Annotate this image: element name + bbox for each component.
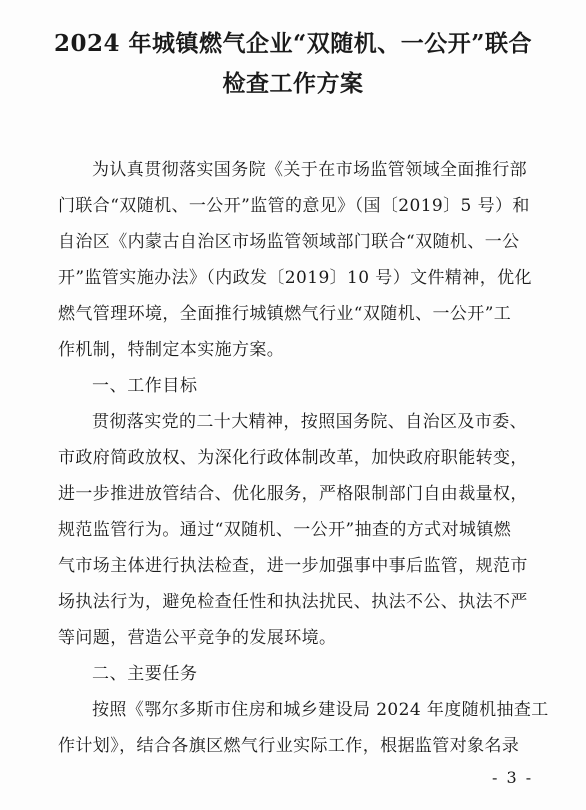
section-1-line-5: 气市场主体进行执法检查，进一步加强事中事后监管，规范市 — [58, 556, 528, 576]
intro-line-4: 开”监管实施办法》（内政发〔2019〕10 号）文件精神，优化 — [58, 268, 532, 288]
intro-line-5: 燃气管理环境，全面推行城镇燃气行业“双随机、一公开”工 — [58, 304, 512, 324]
section-2-line-2: 作计划》，结合各旗区燃气行业实际工作，根据监管对象名录 — [58, 736, 520, 756]
document-title-line-2: 检查工作方案 — [222, 70, 364, 97]
section-2-line-1: 按照《鄂尔多斯市住房和城乡建设局 2024 年度随机抽查工 — [92, 700, 549, 720]
intro-line-2: 门联合“双随机、一公开”监管的意见》（国〔2019〕5 号）和 — [58, 196, 530, 216]
section-2-heading: 二、主要任务 — [92, 664, 198, 684]
page-number: - 3 - — [492, 768, 534, 787]
section-1-heading: 一、工作目标 — [92, 376, 198, 396]
intro-line-6: 作机制，特制定本实施方案。 — [58, 340, 285, 360]
section-1-line-1: 贯彻落实党的二十大精神，按照国务院、自治区及市委、 — [92, 412, 527, 432]
section-1-line-2: 市政府简政放权、为深化行政体制改革，加快政府职能转变， — [58, 448, 528, 468]
section-1-line-4: 规范监管行为。通过“双随机、一公开”抽查的方式对城镇燃 — [58, 520, 512, 540]
document-title-line-1: 2024 年城镇燃气企业“双随机、一公开”联合 — [54, 30, 532, 57]
section-1-line-6: 场执法行为，避免检查任性和执法扰民、执法不公、执法不严 — [58, 592, 528, 612]
section-1-line-7: 等问题，营造公平竞争的发展环境。 — [58, 628, 337, 648]
intro-line-3: 自治区《内蒙古自治区市场监管领域部门联合“双随机、一公 — [58, 232, 520, 252]
section-1-line-3: 进一步推进放管结合、优化服务，严格限制部门自由裁量权， — [58, 484, 528, 504]
intro-line-1: 为认真贯彻落实国务院《关于在市场监管领域全面推行部 — [92, 160, 527, 180]
